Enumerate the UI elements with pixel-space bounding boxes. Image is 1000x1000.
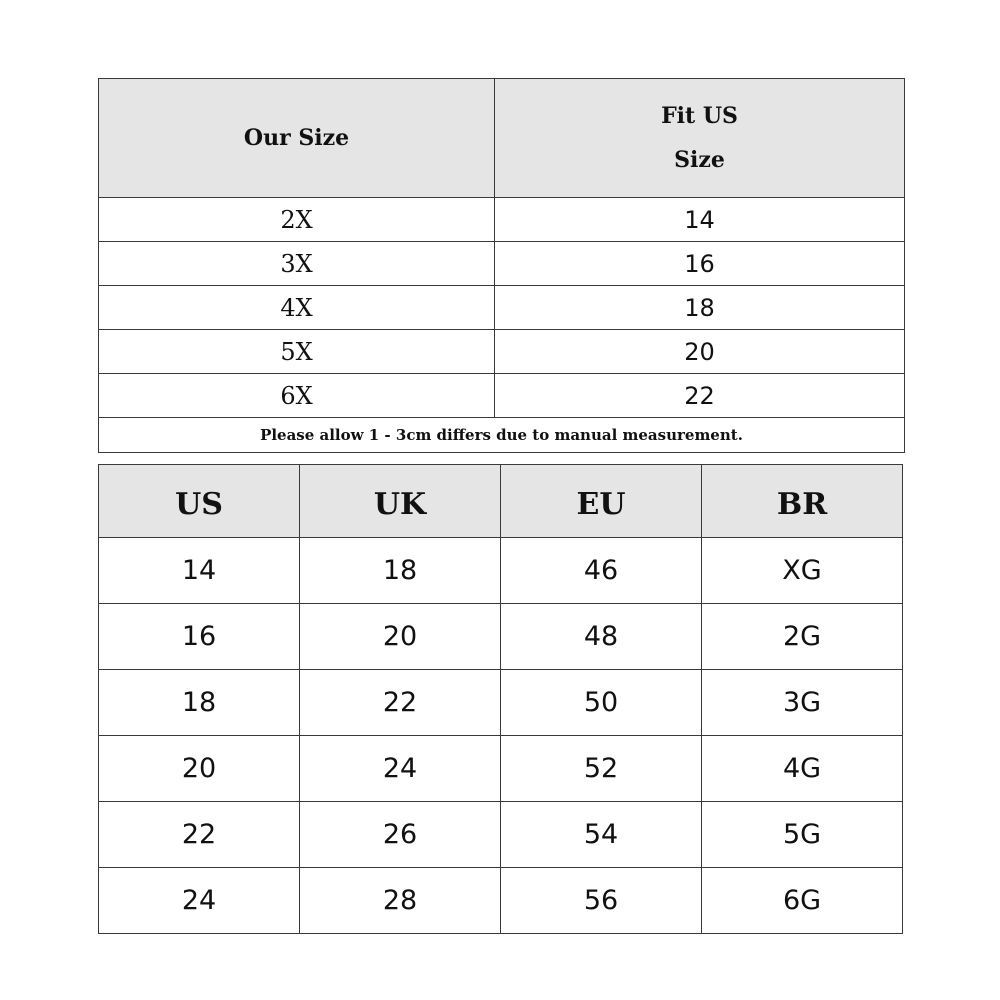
header-our-size-label: Our Size (243, 125, 350, 151)
header-fit-us-line1: Fit US (661, 103, 738, 129)
header-br: BR (702, 465, 903, 538)
br-cell: XG (702, 538, 903, 604)
table-row (99, 374, 905, 418)
uk-cell: 18 (300, 538, 501, 604)
uk-cell: 26 (300, 802, 501, 868)
our-size-cell: 5X (99, 330, 495, 374)
uk-cell: 28 (300, 868, 501, 934)
fit-us-cell: 22 (495, 374, 905, 418)
conversion-table-header-row (99, 465, 903, 538)
us-cell: 20 (99, 736, 300, 802)
us-cell: 18 (99, 670, 300, 736)
header-fit-us-size (495, 79, 905, 198)
uk-cell: 20 (300, 604, 501, 670)
br-cell: 5G (702, 802, 903, 868)
br-cell: 3G (702, 670, 903, 736)
eu-cell: 46 (501, 538, 702, 604)
header-uk: UK (300, 465, 501, 538)
fit-size-table (98, 78, 905, 453)
measurement-note: Please allow 1 - 3cm differs due to manual measurement. (99, 418, 905, 453)
table-row (99, 670, 903, 736)
table-row (99, 802, 903, 868)
header-fit-us-line2: Size (674, 147, 725, 173)
fit-us-cell: 14 (495, 198, 905, 242)
table-row (99, 242, 905, 286)
table-row (99, 868, 903, 934)
us-cell: 16 (99, 604, 300, 670)
fit-table-header-row (99, 79, 905, 198)
our-size-cell: 4X (99, 286, 495, 330)
table-row (99, 604, 903, 670)
header-us: US (99, 465, 300, 538)
fit-us-cell: 16 (495, 242, 905, 286)
table-row (99, 286, 905, 330)
us-cell: 14 (99, 538, 300, 604)
our-size-cell: 3X (99, 242, 495, 286)
eu-cell: 52 (501, 736, 702, 802)
header-eu: EU (501, 465, 702, 538)
size-conversion-table (98, 464, 903, 934)
fit-us-cell: 18 (495, 286, 905, 330)
table-row (99, 330, 905, 374)
fit-us-cell: 20 (495, 330, 905, 374)
our-size-cell: 2X (99, 198, 495, 242)
us-cell: 22 (99, 802, 300, 868)
br-cell: 6G (702, 868, 903, 934)
us-cell: 24 (99, 868, 300, 934)
table-row (99, 736, 903, 802)
eu-cell: 54 (501, 802, 702, 868)
header-our-size (99, 79, 495, 198)
br-cell: 4G (702, 736, 903, 802)
measurement-note-row (99, 418, 905, 453)
eu-cell: 50 (501, 670, 702, 736)
br-cell: 2G (702, 604, 903, 670)
table-row (99, 198, 905, 242)
our-size-cell: 6X (99, 374, 495, 418)
uk-cell: 22 (300, 670, 501, 736)
eu-cell: 48 (501, 604, 702, 670)
eu-cell: 56 (501, 868, 702, 934)
uk-cell: 24 (300, 736, 501, 802)
table-row (99, 538, 903, 604)
